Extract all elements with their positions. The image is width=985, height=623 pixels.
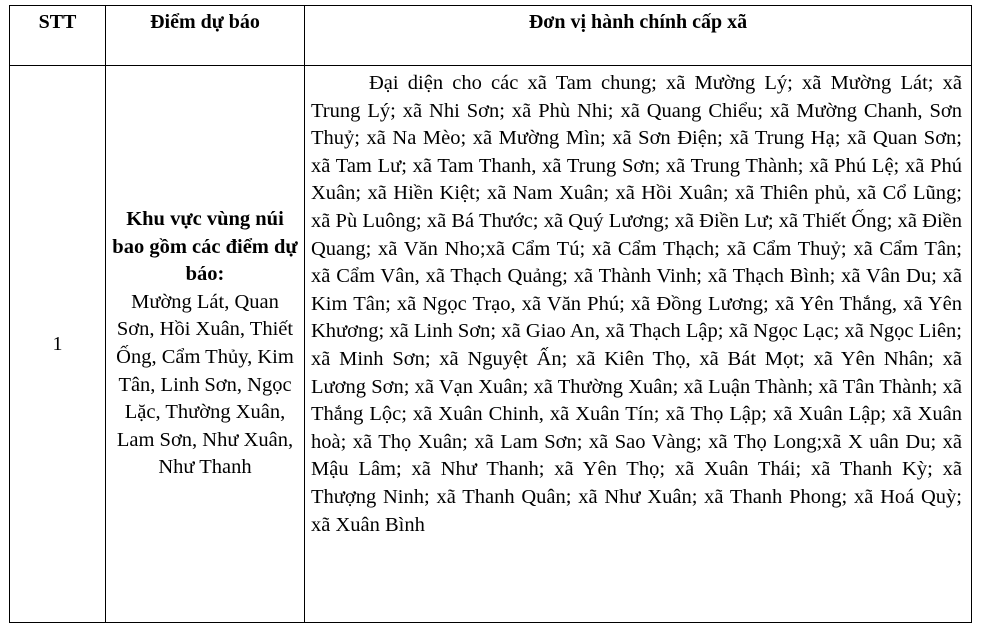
table-header-row	[10, 6, 972, 66]
table-row	[10, 66, 972, 623]
row-admin-units	[305, 66, 972, 623]
forecast-table	[9, 5, 972, 623]
admin-units-text: Đại diện cho các xã Tam chung; xã Mường Lý; xã Mường Lát; xã Trung Lý; xã Nhi Sơn; xã Phù Nhi; xã Quang Chiểu; xã Mường Chanh, Sơn Thuỷ; xã Na Mèo; xã Mường Mìn; xã Sơn Điện; xã Trung Hạ; xã Quan Sơn; xã Tam Lư; xã Tam Thanh, xã Trung Sơn; xã Trung Thành; xã Phú Lệ; xã Phú Xuân; xã Hiền Kiệt; xã Nam Xuân; xã Hồi Xuân; xã Thiên phủ, xã Cổ Lũng; xã Pù Luông; xã Bá Thước; xã Quý Lương; xã Điền Lư; xã Thiết Ống; xã Điền Quang; xã Văn Nho;xã Cẩm Tú; xã Cẩm Thạch; xã Cẩm Thuỷ; xã Cẩm Tân; xã Cẩm Vân, xã Thạch Quảng; xã Thành Vinh; xã Thạch Bình; xã Vân Du; xã Kim Tân; xã Ngọc Trạo, xã Văn Phú; xã Đồng Lương; xã Yên Thắng, xã Yên Khương; xã Linh Sơn; xã Giao An, xã Thạch Lập; xã Ngọc Lạc; xã Ngọc Liên; xã Minh Sơn; xã Nguyệt Ấn; xã Kiên Thọ, xã Bát Mọt; xã Yên Nhân; xã Lương Sơn; xã Vạn Xuân; xã Thường Xuân; xã Luận Thành; xã Tân Thành; xã Thắng Lộc; xã Xuân Chinh, xã Xuân Tín; xã Thọ Lập; xã Xuân Lập; xã Xuân hoà; xã Thọ Xuân; xã Lam Sơn; xã Sao Vàng; xã Thọ Long;xã X uân Du; xã Mậu Lâm; xã Như Thanh; xã Yên Thọ; xã Xuân Thái; xã Thanh Kỳ; xã Thượng Ninh; xã Thanh Quân; xã Như Xuân; xã Thanh Phong; xã Hoá Quỳ; xã Xuân Bình	[311, 72, 962, 536]
header-forecast-point: Điểm dự báo	[106, 6, 305, 66]
forecast-point-list: Mường Lát, Quan Sơn, Hồi Xuân, Thiết Ống, Cẩm Thủy, Kim Tân, Linh Sơn, Ngọc Lặc, Thường Xuân, Lam Sơn, Như Xuân, Như Thanh	[116, 290, 294, 479]
header-admin-units: Đơn vị hành chính cấp xã	[305, 6, 972, 66]
row-forecast-point	[106, 66, 305, 623]
row-stt: 1	[10, 66, 106, 623]
forecast-point-title: Khu vực vùng núi bao gồm các điểm dự báo:	[112, 208, 298, 286]
header-stt: STT	[10, 6, 106, 66]
